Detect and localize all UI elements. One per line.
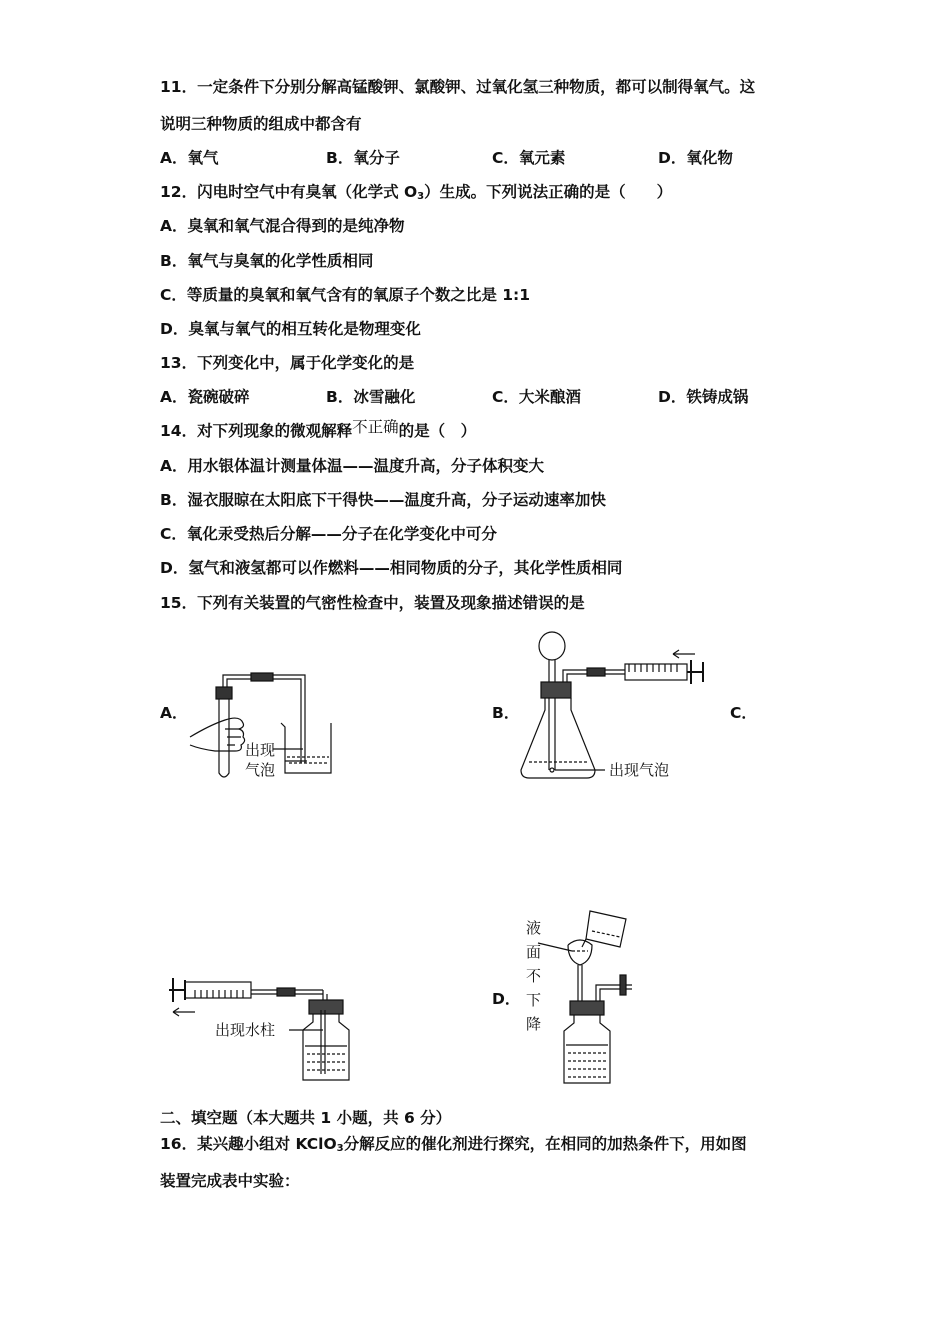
svg-text:下: 下: [526, 991, 542, 1009]
q16-line1: 16．某兴趣小组对 KClO$_3$分解反应的催化剂进行探究，在相同的加热条件下，用如图: [160, 1135, 747, 1154]
q12-option-d: D．臭氧与氧气的相互转化是物理变化: [160, 320, 421, 338]
figure-b-flask-syringe-apparatus: [515, 630, 715, 785]
figure-d-funnel-bottle-apparatus: [520, 905, 650, 1087]
q13-stem: 13．下列变化中，属于化学变化的是: [160, 354, 415, 372]
svg-text:不: 不: [526, 967, 542, 985]
svg-text:面: 面: [526, 943, 542, 961]
figure-d-level-label: [526, 919, 541, 1033]
q11-option-a: A．氧气: [160, 149, 219, 167]
q12-option-c: C．等质量的臭氧和氧气含有的氧原子个数之比是 1:1: [160, 286, 531, 304]
q12-stem: 12．闪电时空气中有臭氧（化学式 $O_3$）生成。下列说法正确的是（ ）: [160, 183, 673, 202]
q13-option-a: A．瓷碗破碎: [160, 388, 250, 406]
figure-c-water-column-label: 出现水柱: [215, 1021, 276, 1039]
q11-line2: 说明三种物质的组成中都含有: [160, 115, 362, 133]
svg-text:降: 降: [526, 1015, 542, 1033]
figure-c-syringe-bottle-apparatus: [165, 970, 365, 1088]
q11-option-c: C．氧元素: [492, 149, 566, 167]
section2-title: 二、填空题（本大题共 1 小题，共 6 分）: [160, 1109, 452, 1127]
q14-option-a: A．用水银体温计测量体温——温度升高，分子体积变大: [160, 457, 544, 475]
svg-text:液: 液: [526, 919, 542, 937]
q12-option-a: A．臭氧和氧气混合得到的是纯净物: [160, 217, 405, 235]
svg-text:出现: 出现: [245, 741, 276, 759]
q11-option-d: D．氧化物: [658, 149, 733, 167]
q14-option-c: C．氧化汞受热后分解——分子在化学变化中可分: [160, 525, 497, 543]
figure-b-bubbles-label: 出现气泡: [609, 761, 670, 779]
svg-text:气泡: 气泡: [245, 761, 276, 779]
q15-stem: 15．下列有关装置的气密性检查中，装置及现象描述错误的是: [160, 594, 585, 612]
q15-label-d: D．: [492, 990, 521, 1008]
q15-label-b: B．: [492, 704, 520, 722]
figure-a-bubbles-label: [245, 741, 275, 779]
q14-stem: 14．对下列现象的微观解释不正确的是（ ）: [160, 418, 477, 440]
q12-option-b: B．氧气与臭氧的化学性质相同: [160, 252, 374, 270]
figure-a-test-tube-apparatus: [185, 665, 345, 785]
q13-option-c: C．大米酿酒: [492, 388, 581, 406]
q15-label-c: C．: [730, 704, 757, 722]
q13-option-d: D．铁铸成锅: [658, 388, 749, 406]
q13-option-b: B．冰雪融化: [326, 388, 416, 406]
q16-line2: 装置完成表中实验：: [160, 1172, 300, 1190]
q14-option-d: D．氢气和液氢都可以作燃料——相同物质的分子，其化学性质相同: [160, 559, 623, 577]
q11-line1: 11．一定条件下分别分解高锰酸钾、氯酸钾、过氧化氢三种物质，都可以制得氧气。这: [160, 78, 756, 96]
q15-label-a: A．: [160, 704, 188, 722]
q11-option-b: B．氧分子: [326, 149, 400, 167]
q14-option-b: B．湿衣服晾在太阳底下干得快——温度升高，分子运动速率加快: [160, 491, 606, 509]
